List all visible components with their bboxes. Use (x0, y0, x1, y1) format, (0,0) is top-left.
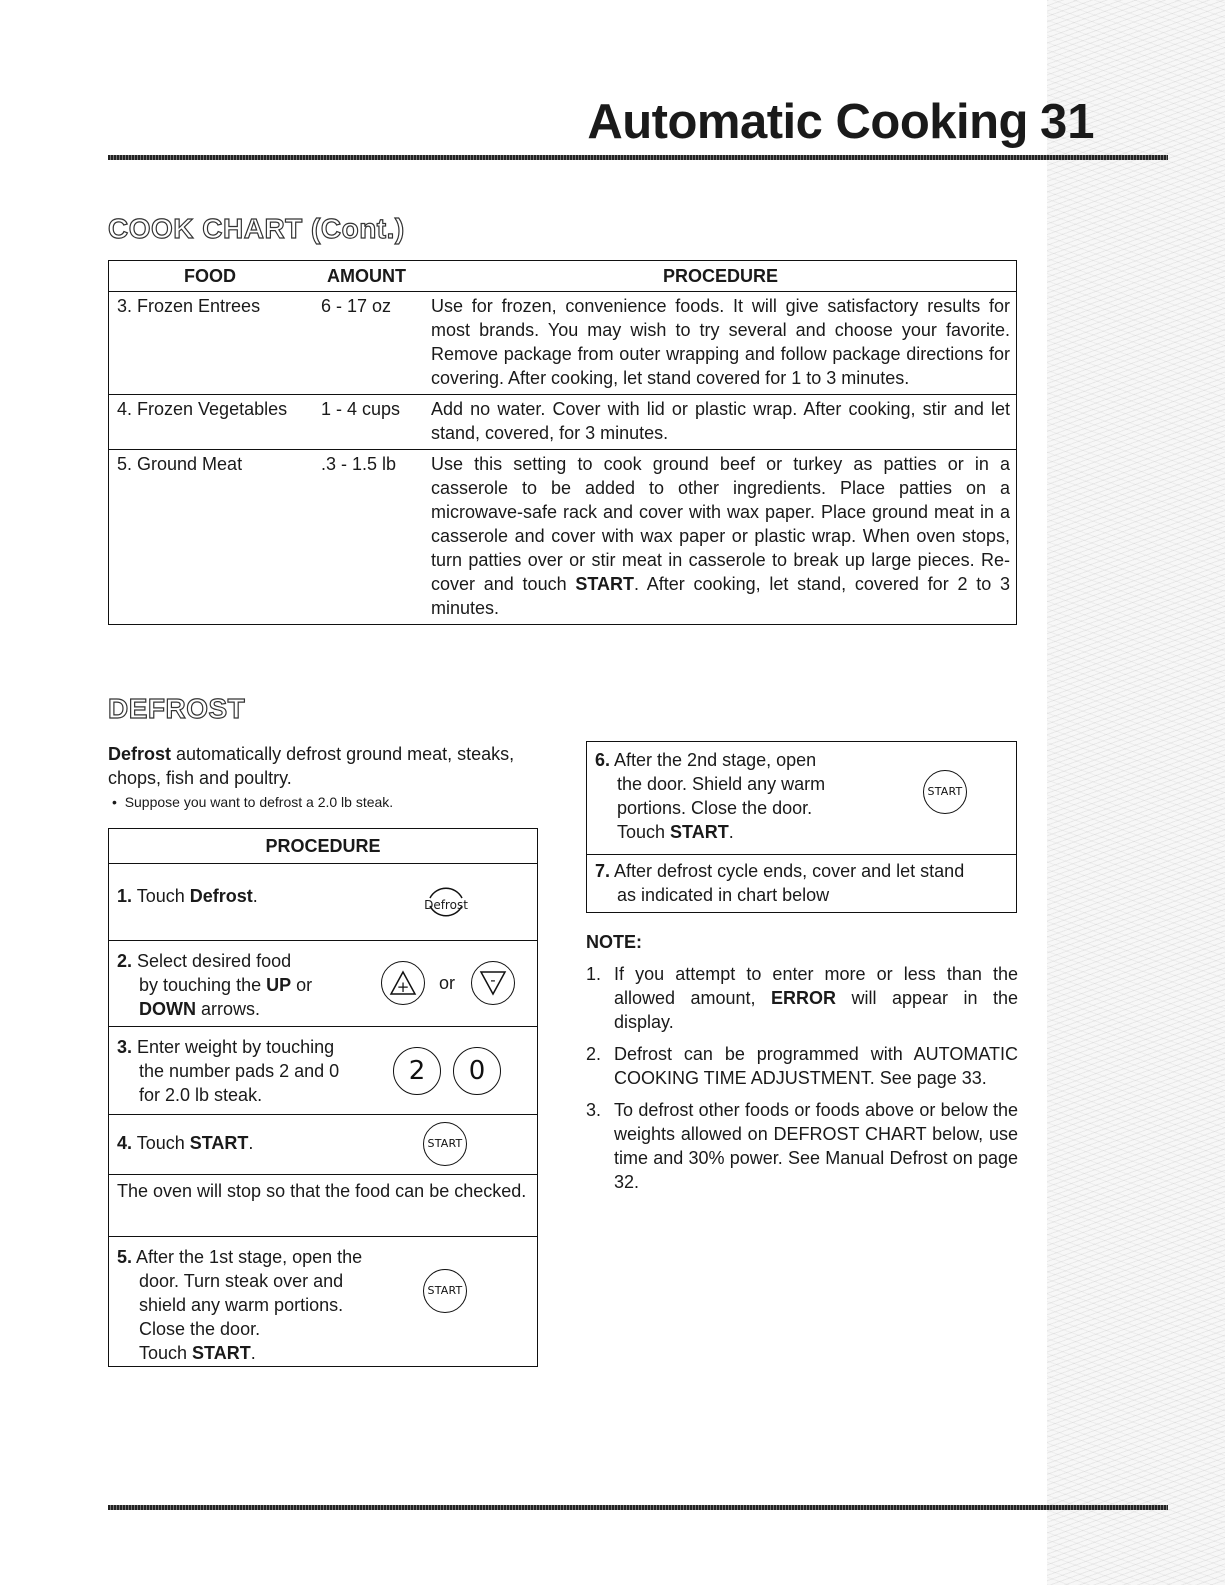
defrost-keyword: Defrost (189, 886, 253, 906)
down-keyword: DOWN (139, 999, 196, 1019)
step-number: 1. (117, 886, 133, 906)
step-1-text (117, 884, 387, 908)
step-text: shield any warm portions. (139, 1295, 344, 1315)
note-number: 1. (586, 964, 602, 984)
step-5-text (117, 1245, 417, 1365)
step-text: Touch (139, 1343, 193, 1363)
step-text: Enter weight by touching (132, 1037, 335, 1057)
table-row (109, 394, 1016, 449)
step-text: the door. Shield any warm (617, 774, 826, 794)
column-header-procedure: PROCEDURE (662, 266, 778, 286)
food-cell: 3. Frozen Entrees (117, 296, 261, 316)
procedure-cell: Use for frozen, convenience foods. It will give satisfactory results for most brands. You may wish to try several and choose your favorite. Remove package from outer wrapping and follow package directions for covering. After cooking, let stand covered for 1 to 3 minutes. (431, 296, 1010, 388)
food-cell: 5. Ground Meat (117, 454, 243, 474)
note-number: 2. (586, 1044, 602, 1064)
step-1 (109, 864, 537, 940)
step-text: Select desired food (132, 951, 292, 971)
up-keyword: UP (266, 975, 292, 995)
amount-cell: 6 - 17 oz (321, 296, 392, 316)
procedure-cell (431, 452, 1016, 620)
defrost-procedure-box (108, 828, 538, 1367)
number-pad-0: 0 (453, 1047, 501, 1095)
step-text: portions. Close the door. (617, 798, 813, 818)
step-2 (109, 940, 537, 1026)
step-number: 7. (595, 861, 611, 881)
defrost-procedure-continued-box (586, 741, 1017, 913)
step-text: the number pads 2 and 0 (139, 1061, 340, 1081)
amount-cell: 1 - 4 cups (321, 399, 401, 419)
step-text: by touching the (139, 975, 267, 995)
step-text: Touch (132, 886, 190, 906)
down-arrow-icon (471, 961, 515, 1005)
start-button-icon: START (423, 1122, 467, 1166)
cook-chart-table (108, 260, 1017, 625)
step-2-text (117, 949, 387, 1021)
amount-cell: .3 - 1.5 lb (321, 454, 397, 474)
step-5 (109, 1236, 537, 1366)
note-text (614, 962, 1018, 1034)
step-4 (109, 1114, 537, 1174)
intro-text: automatically defrost ground meat, steaks, chops, fish and poultry. (108, 744, 515, 788)
step-text: as indicated in chart below (617, 885, 830, 905)
step-number: 6. (595, 750, 611, 770)
up-arrow-label: + (396, 978, 410, 996)
step-number: 5. (117, 1247, 133, 1267)
step-text: door. Turn steak over and (139, 1271, 344, 1291)
defrost-intro (108, 742, 538, 790)
defrost-heading: DEFROST (108, 693, 246, 724)
page-edge-texture (1047, 0, 1225, 1585)
start-keyword: START (189, 1133, 249, 1153)
step-text: for 2.0 lb steak. (139, 1085, 263, 1105)
procedure-text: Use this setting to cook ground beef or turkey as patties or in a casserole to be added to other ingredients. Place patties on a microwave-safe rack and cover with wax paper. Place ground meat in a casserole and cover with wax paper or plastic wrap. When oven stops, turn patties over or stir meat in casserole to break up large pieces. Re-cover and touch (431, 454, 1010, 594)
procedure-header: PROCEDURE (109, 829, 537, 864)
step-number: 3. (117, 1037, 133, 1057)
step-text: Touch (132, 1133, 190, 1153)
page-number: 31 (1040, 95, 1095, 149)
footer-rule (108, 1505, 1168, 1510)
step-7 (587, 854, 1016, 912)
note-title: NOTE: (586, 932, 642, 952)
up-arrow-icon (381, 961, 425, 1005)
note-list (586, 962, 1018, 1202)
start-keyword: START (192, 1343, 251, 1363)
step-text: Touch (617, 822, 671, 842)
step-text: After the 1st stage, open the (132, 1247, 363, 1267)
cook-chart-heading: COOK CHART (Cont.) (108, 213, 405, 244)
table-row (109, 292, 1016, 394)
note-number: 3. (586, 1100, 602, 1120)
step-text: . (728, 822, 734, 842)
column-header-food: FOOD (184, 266, 236, 286)
step-text: . (252, 886, 258, 906)
bullet-text: Suppose you want to defrost a 2.0 lb steak. (124, 794, 394, 810)
error-keyword: ERROR (771, 988, 837, 1008)
step-6 (587, 742, 1016, 854)
down-arrow-label: - (490, 971, 496, 989)
table-header (109, 261, 1016, 292)
start-button-icon: START (923, 770, 967, 814)
table-row (109, 449, 1016, 624)
list-item (586, 1042, 1018, 1090)
defrost-button-icon (421, 876, 471, 934)
step-text: or (291, 975, 313, 995)
list-item (586, 962, 1018, 1034)
note-text: Defrost can be programmed with AUTOMATIC COOKING TIME ADJUSTMENT. See page 33. (614, 1044, 1018, 1088)
step-text: Close the door. (139, 1319, 261, 1339)
step-3 (109, 1026, 537, 1114)
step-text: . (248, 1133, 254, 1153)
defrost-button-label: Defrost (424, 898, 468, 912)
step-text: . (250, 1343, 256, 1363)
step-6-text (595, 748, 895, 844)
oven-stop-note: The oven will stop so that the food can be checked. (109, 1174, 537, 1236)
note-text: To defrost other foods or foods above or below the weights allowed on DEFROST CHART below, use time and 30% power. See Manual Defrost on page 32. (614, 1100, 1018, 1192)
page-title: Automatic Cooking (587, 95, 1028, 149)
step-number: 2. (117, 951, 133, 971)
start-keyword: START (670, 822, 729, 842)
list-item (586, 1098, 1018, 1194)
step-text: arrows. (196, 999, 261, 1019)
note-text-part: will appear in the display. (614, 988, 1018, 1032)
procedure-text: . After cooking, let stand, covered for 2 to 3 minutes. (431, 574, 1010, 618)
column-header-amount: AMOUNT (327, 266, 406, 286)
example-bullet: • Suppose you want to defrost a 2.0 lb steak. (112, 794, 394, 810)
step-4-text (117, 1131, 387, 1155)
start-keyword: START (575, 574, 635, 594)
or-label: or (439, 973, 456, 993)
note-text-part: If you attempt to enter more or less than the allowed amount, (614, 964, 1018, 1008)
food-cell: 4. Frozen Vegetables (117, 399, 288, 419)
defrost-keyword: Defrost (108, 744, 172, 764)
number-pad-2: 2 (393, 1047, 441, 1095)
step-text: After the 2nd stage, open (610, 750, 817, 770)
header-rule (108, 155, 1168, 160)
step-3-text (117, 1035, 387, 1107)
start-button-icon: START (423, 1269, 467, 1313)
procedure-cell: Add no water. Cover with lid or plastic wrap. After cooking, stir and let stand, covered, for 3 minutes. (431, 399, 1010, 443)
step-text: After defrost cycle ends, cover and let stand (610, 861, 965, 881)
step-number: 4. (117, 1133, 133, 1153)
